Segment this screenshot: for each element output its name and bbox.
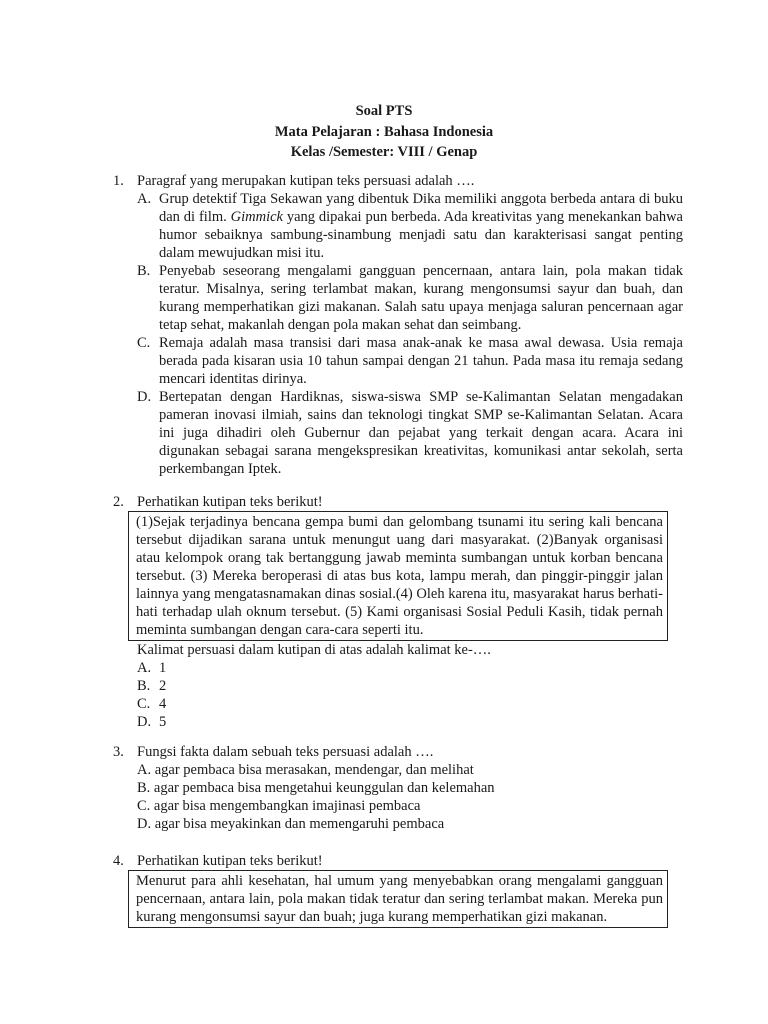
header-class-semester: Kelas /Semester: VIII / Genap bbox=[290, 144, 478, 160]
option-list bbox=[137, 190, 683, 478]
option-d bbox=[137, 388, 683, 478]
question-number: 1. bbox=[113, 173, 124, 189]
question-text: Perhatikan kutipan teks berikut! bbox=[137, 853, 323, 869]
option-a bbox=[137, 190, 683, 262]
question-text: Fungsi fakta dalam sebuah teks persuasi adalah …. bbox=[137, 744, 434, 760]
quoted-text-box: (1)Sejak terjadinya bencana gempa bumi dan gelombang tsunami itu sering kali bencana tersebut dijadikan sarana untuk menungut uang dari masyarakat. (2)Banyak organisasi atau kelompok orang tak bertanggung jawab meminta sumbangan untuk korban bencana tersebut. (3) Mereka beroperasi di atas bus kota, lampu merah, dan pinggir-pinggir jalan lainnya yang mengatasnamakan dinas sosial.(4) Oleh karena itu, masyarakat harus berhati-hati terhadap ulah oknum tersebut. (5) Kami organisasi Sosial Peduli Kasih, tidak pernah meminta sumbangan dengan cara-cara seperti itu. bbox=[128, 511, 668, 641]
header-title: Soal PTS bbox=[355, 103, 413, 119]
option-d: D. agar bisa meyakinkan dan memengaruhi pembaca bbox=[137, 816, 445, 832]
question-number: 4. bbox=[113, 853, 124, 869]
option-label: C. bbox=[137, 335, 151, 351]
question-4 bbox=[113, 852, 683, 928]
question-prompt: Kalimat persuasi dalam kutipan di atas adalah kalimat ke-…. bbox=[137, 642, 491, 658]
option-b: B. agar pembaca bisa mengetahui keunggulan dan kelemahan bbox=[137, 780, 495, 796]
option-c bbox=[137, 334, 683, 388]
option-a: A. agar pembaca bisa merasakan, mendengar, dan melihat bbox=[137, 762, 474, 778]
option-b bbox=[137, 677, 683, 695]
option-text: Grup detektif Tiga Sekawan yang dibentuk Dika memiliki anggota berbeda antara di buku dan di film. Gimmick yang dipakai pun berbeda. Ada kreativitas yang menekankan bahwa humor sebaiknya sambung-sinambung menjadi satu dan karakterisasi sangat penting dalam mewujudkan misi itu. bbox=[159, 191, 683, 261]
question-number: 2. bbox=[113, 494, 124, 510]
question-2 bbox=[113, 493, 683, 731]
question-number: 3. bbox=[113, 744, 124, 760]
italic-term: Gimmick bbox=[230, 209, 283, 225]
option-label: A. bbox=[137, 660, 152, 676]
option-label: C. bbox=[137, 696, 151, 712]
option-d bbox=[137, 713, 683, 731]
quoted-text-box: Menurut para ahli kesehatan, hal umum yang menyebabkan orang mengalami gangguan pencernaan, antara lain, pola makan tidak teratur dan sering terlambat makan. Mereka pun kurang mengonsumsi sayur dan buah; juga kurang memperhatikan gizi makanan. bbox=[128, 870, 668, 928]
option-b bbox=[137, 262, 683, 334]
option-text: Penyebab seseorang mengalami gangguan pencernaan, antara lain, pola makan tidak teratur. Misalnya, sering terlambat makan, kurang mengonsumsi sayur dan buah, dan kurang memperhatikan gizi makanan. Salah satu upaya menjaga saluran pencernaan agar tetap sehat, makanlah dengan pola makan sehat dan seimbang. bbox=[159, 263, 683, 333]
option-text: Bertepatan dengan Hardiknas, siswa-siswa SMP se-Kalimantan Selatan mengadakan pameran inovasi ilmiah, sains dan teknologi tingkat SMP se-Kalimantan Selatan. Acara ini juga dihadiri oleh Gubernur dan pejabat yang terkait dengan acara. Acara ini digunakan sebagai sarana mengekspresikan kreativitas, komunikasi antar sekolah, serta perkembangan Iptek. bbox=[159, 389, 683, 477]
question-1 bbox=[113, 172, 683, 478]
option-text: 4 bbox=[159, 696, 167, 712]
option-label: B. bbox=[137, 678, 151, 694]
question-3 bbox=[113, 743, 683, 833]
question-text: Paragraf yang merupakan kutipan teks persuasi adalah …. bbox=[137, 173, 475, 189]
option-text: 5 bbox=[159, 714, 167, 730]
question-text: Perhatikan kutipan teks berikut! bbox=[137, 494, 323, 510]
option-label: A. bbox=[137, 191, 152, 207]
option-text: 2 bbox=[159, 678, 167, 694]
option-text: 1 bbox=[159, 660, 167, 676]
option-label: D. bbox=[137, 389, 152, 405]
option-text: Remaja adalah masa transisi dari masa anak-anak ke masa awal dewasa. Usia remaja berada pada kisaran usia 10 tahun sampai dengan 21 tahun. Pada masa itu remaja sedang mencari identitas dirinya. bbox=[159, 335, 683, 387]
header-subject: Mata Pelajaran : Bahasa Indonesia bbox=[274, 123, 494, 140]
option-a bbox=[137, 659, 683, 677]
option-c bbox=[137, 695, 683, 713]
document-header bbox=[0, 101, 768, 163]
option-list bbox=[137, 659, 683, 731]
option-label: D. bbox=[137, 714, 152, 730]
option-c: C. agar bisa mengembangkan imajinasi pembaca bbox=[137, 798, 421, 814]
option-label: B. bbox=[137, 263, 151, 279]
